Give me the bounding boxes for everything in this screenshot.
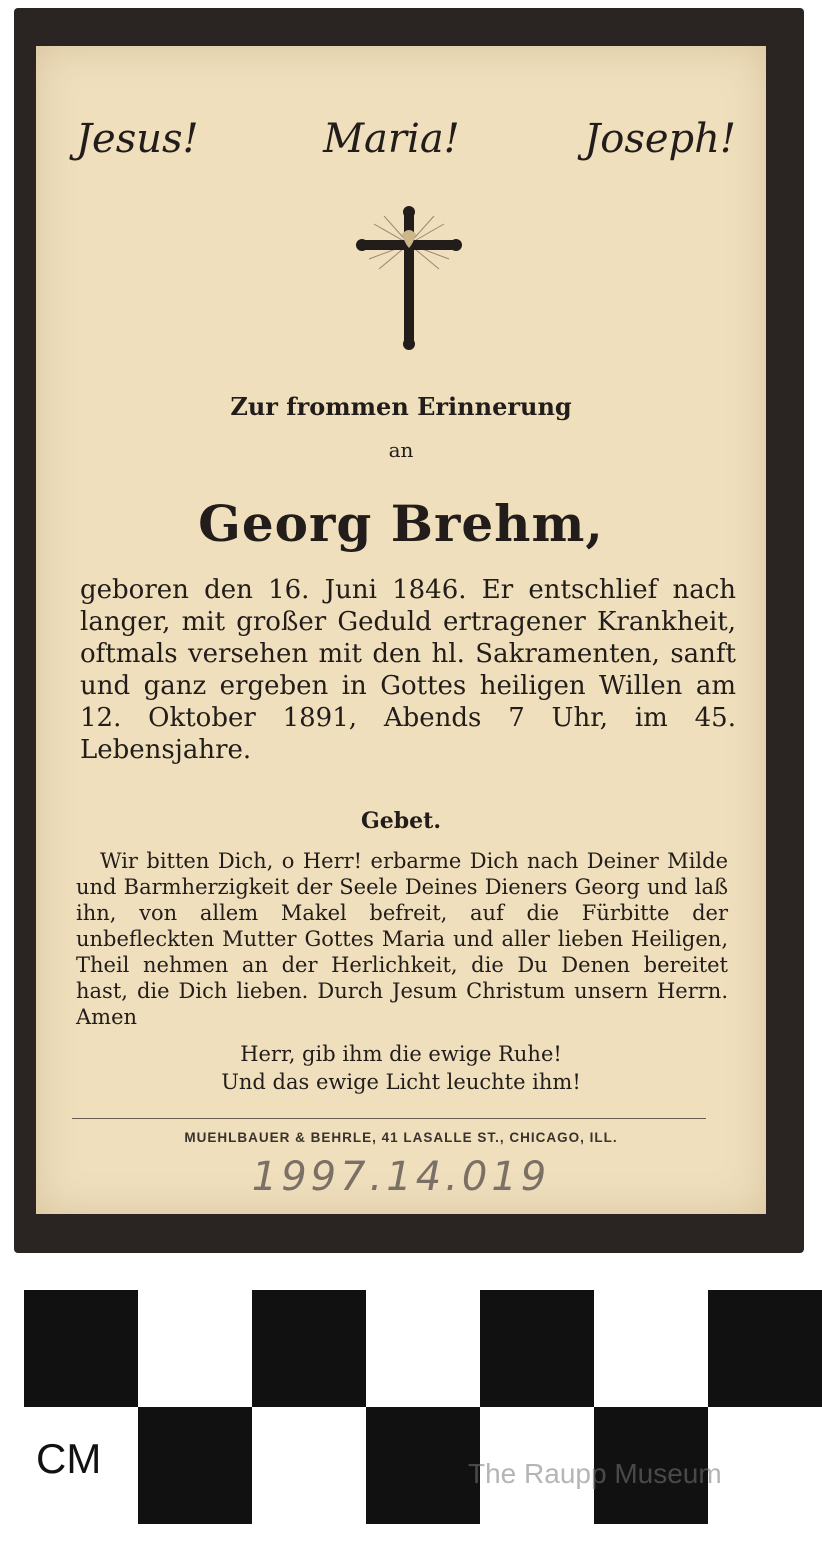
memorial-card	[36, 46, 766, 1214]
scale-cell	[708, 1407, 822, 1524]
header-row	[76, 116, 736, 162]
scale-cell	[252, 1290, 366, 1407]
prayer-title: Gebet.	[361, 808, 441, 834]
scale-cell	[24, 1290, 138, 1407]
scale-cell	[366, 1290, 480, 1407]
watermark: The Raupp Museum	[468, 1458, 722, 1489]
header-joseph: Joseph!	[584, 116, 736, 162]
scale-cell	[480, 1290, 594, 1407]
deceased-name: Georg Brehm,	[198, 494, 604, 553]
scale-cell	[138, 1407, 252, 1524]
header-jesus: Jesus!	[76, 116, 199, 162]
header-maria: Maria!	[323, 116, 460, 162]
biography-text: geboren den 16. Juni 1846. Er entschlief nach langer, mit großer Geduld ertragener Krankheit, oftmals versehen mit den hl. Sakramenten, sanft und ganz ergeben in Gottes heiligen Willen am 12. Oktober 1891, Abends 7 Uhr, im 45. Lebensjahre.	[80, 575, 736, 765]
subtitle-an: an	[388, 438, 414, 462]
printer-imprint: MUEHLBAUER & BEHRLE, 41 LASALLE ST., CHICAGO, ILL.	[184, 1130, 618, 1145]
cross-icon	[354, 204, 464, 354]
divider	[72, 1118, 706, 1119]
prayer-text: Wir bitten Dich, o Herr! erbarme Dich nach Deiner Milde und Barmherzigkeit der Seele Deines Dieners Georg und laß ihn, von allem Makel befreit, auf die Fürbitte der unbefleckten Mutter Gottes Maria und aller lieben Heiligen, Theil nehmen an der Herlichkeit, die Du Denen bereitet hast, die Dich lieben. Durch Jesum Christum unsern Herrn. Amen	[76, 849, 728, 1029]
closing-line-2: Und das ewige Licht leuchte ihm!	[221, 1070, 581, 1094]
scale-cell	[252, 1407, 366, 1524]
scale-cell	[366, 1407, 480, 1524]
scale-cell	[708, 1290, 822, 1407]
subtitle: Zur frommen Erinnerung	[230, 392, 572, 421]
closing-line-1: Herr, gib ihm die ewige Ruhe!	[240, 1042, 562, 1066]
cm-label: CM	[36, 1435, 102, 1482]
accession-number: 1997.14.019	[251, 1154, 551, 1200]
scale-cell	[594, 1290, 708, 1407]
scale-cell	[138, 1290, 252, 1407]
closing-verse	[36, 1040, 766, 1096]
